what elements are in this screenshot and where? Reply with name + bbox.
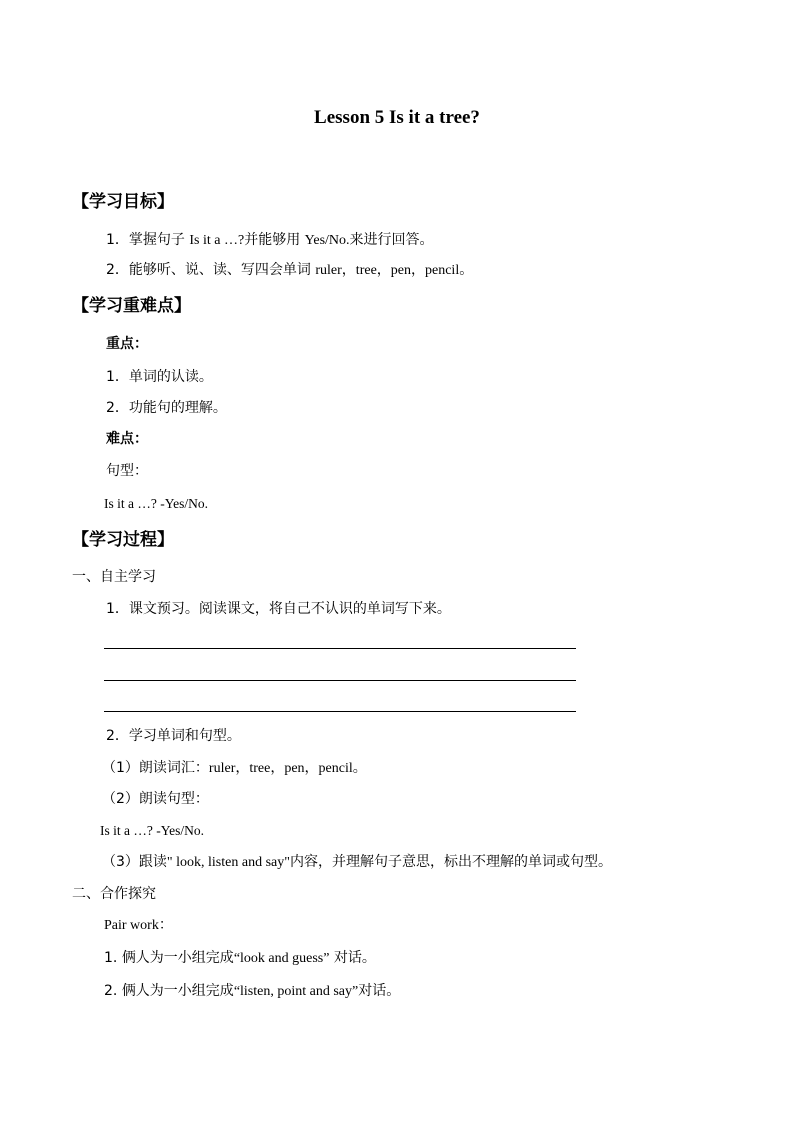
objective-text: 能够听、说、读、写四会单词 [128, 262, 316, 278]
objective-english: Yes/No. [304, 233, 350, 248]
pair-task-2 [104, 984, 400, 999]
vocabulary-words: ruler，tree，pen，pencil [208, 761, 353, 776]
task-activity: “listen, point and say” [233, 984, 359, 999]
objective-item-1 [106, 233, 434, 248]
objective-number: 2． [106, 262, 129, 278]
objective-english: Is it a …? [189, 233, 245, 248]
key-points-heading: 【学习重难点】 [72, 296, 191, 316]
task-number: 2. [104, 983, 122, 999]
objective-text: 来进行回答。 [349, 232, 434, 248]
step-2: 2．学习单词和句型。 [106, 728, 241, 744]
focus-item-1: 1．单词的认读。 [106, 369, 213, 385]
sub-step-text: 内容，并理解句子意思，标出不理解的单词或句型。 [289, 854, 612, 870]
objectives-heading: 【学习目标】 [72, 192, 174, 212]
writing-line-1[interactable] [104, 648, 576, 649]
objective-number: 1． [106, 232, 129, 248]
process-heading: 【学习过程】 [72, 530, 174, 550]
focus-item-2: 2．功能句的理解。 [106, 400, 227, 416]
pair-task-1 [104, 951, 376, 966]
sub-step-1 [102, 761, 367, 776]
pair-work-label: Pair work： [104, 918, 173, 933]
focus-label: 重点： [106, 336, 148, 352]
objective-item-2 [106, 263, 473, 278]
sub-step-3 [102, 855, 612, 870]
objective-english: ruler，tree，pen，pencil [315, 263, 460, 278]
pattern-label: 句型： [106, 463, 148, 479]
task-text: 俩人为一小组完成 [121, 983, 234, 999]
task-number: 1. [104, 950, 122, 966]
difficulty-label: 难点： [106, 431, 148, 447]
objective-text: 掌握句子 [128, 232, 190, 248]
task-text: 俩人为一小组完成 [121, 950, 234, 966]
sub-step-text: （1）朗读词汇： [102, 760, 209, 776]
task-activity: “look and guess” [233, 951, 330, 966]
sub-step-2: （2）朗读句型： [102, 791, 209, 807]
part2-heading: 二、合作探究 [72, 886, 156, 902]
objective-text: 并能够用 [244, 232, 305, 248]
objective-text: 。 [459, 262, 474, 278]
writing-line-3[interactable] [104, 711, 576, 712]
sub-step-text: （3）跟读 [102, 854, 167, 870]
part1-heading: 一、自主学习 [72, 569, 156, 585]
task-text: 对话。 [329, 950, 376, 966]
sub-step-pattern: Is it a …? -Yes/No. [100, 823, 204, 838]
lesson-title: Lesson 5 Is it a tree? [314, 107, 480, 128]
writing-line-2[interactable] [104, 680, 576, 681]
task-text: 对话。 [358, 983, 401, 999]
activity-name: " look, listen and say" [166, 855, 290, 870]
key-pattern: Is it a …? -Yes/No. [104, 496, 208, 511]
sub-step-text: 。 [352, 760, 367, 776]
step-1: 1．课文预习。阅读课文，将自己不认识的单词写下来。 [106, 601, 451, 617]
